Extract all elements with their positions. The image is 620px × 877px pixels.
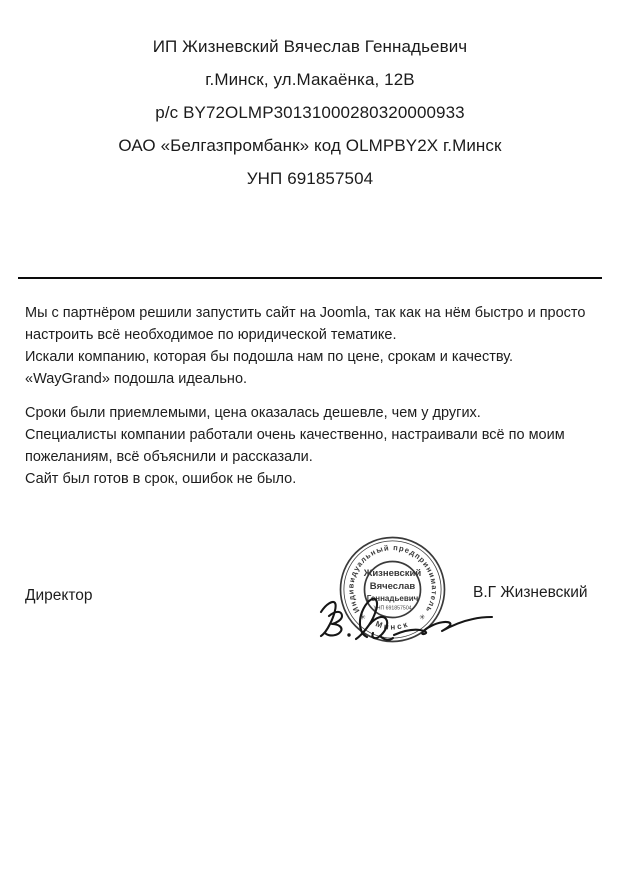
signature-period-dot (347, 633, 350, 636)
paragraph-2 (25, 402, 610, 490)
letterhead-entrepreneur-name: ИП Жизневский Вячеслав Геннадьевич (152, 37, 468, 56)
handwritten-signature (315, 590, 495, 645)
body-line: «WayGrand» подошла идеально. (25, 371, 248, 387)
stamp-unp: УНП 691857504 (373, 605, 412, 612)
signatory-name: В.Г Жизневский (473, 584, 588, 601)
stamp-star-right-icon: ✳ (419, 614, 426, 622)
letterhead-bank: ОАО «Белгазпромбанк» код OLMPBY2X г.Минск (118, 136, 502, 155)
stamp-city-text: Минск (374, 619, 411, 632)
signature-letter-zh-right (370, 617, 387, 638)
body-line: настроить всё необходимое по юридической тематике. (25, 327, 397, 343)
paragraph-1 (25, 302, 610, 390)
stamp-firstname: Вячеслав (369, 581, 416, 592)
body-line: Мы с партнёром решили запустить сайт на Joomla, так как на нём быстро и просто (25, 305, 586, 321)
letterhead-account-number: р/с BY72OLMP30131000280320000933 (155, 103, 465, 122)
stamp-surname: Жизневский (363, 568, 422, 579)
letterhead-unp: УНП 691857504 (246, 169, 374, 188)
stamp-ring-text: Индивидуальный предприниматель (346, 543, 439, 615)
letterhead (0, 30, 620, 195)
body-line: Сайт был готов в срок, ошибок не было. (25, 471, 297, 487)
letter-body (25, 302, 610, 490)
signature-flourish (394, 617, 492, 635)
divider-line (18, 277, 602, 279)
signature-letter-v-stem (321, 602, 336, 636)
body-line: Сроки были приемлемыми, цена оказалась дешевле, чем у других. (25, 405, 481, 421)
director-label: Директор (25, 587, 93, 604)
body-line: Искали компанию, которая бы подошла нам по цене, срокам и качеству. (25, 349, 514, 365)
signature-tail (380, 636, 393, 640)
body-line: пожеланиям, всё объяснили и рассказали. (25, 449, 313, 465)
body-line: Специалисты компании работали очень качественно, настраивали всё по моим (25, 427, 565, 443)
stamp-patronymic: Геннадьевич (366, 594, 419, 603)
stamp-star-left-icon: ✳ (359, 614, 366, 622)
letterhead-address: г.Минск, ул.Макаёнка, 12В (205, 70, 415, 89)
